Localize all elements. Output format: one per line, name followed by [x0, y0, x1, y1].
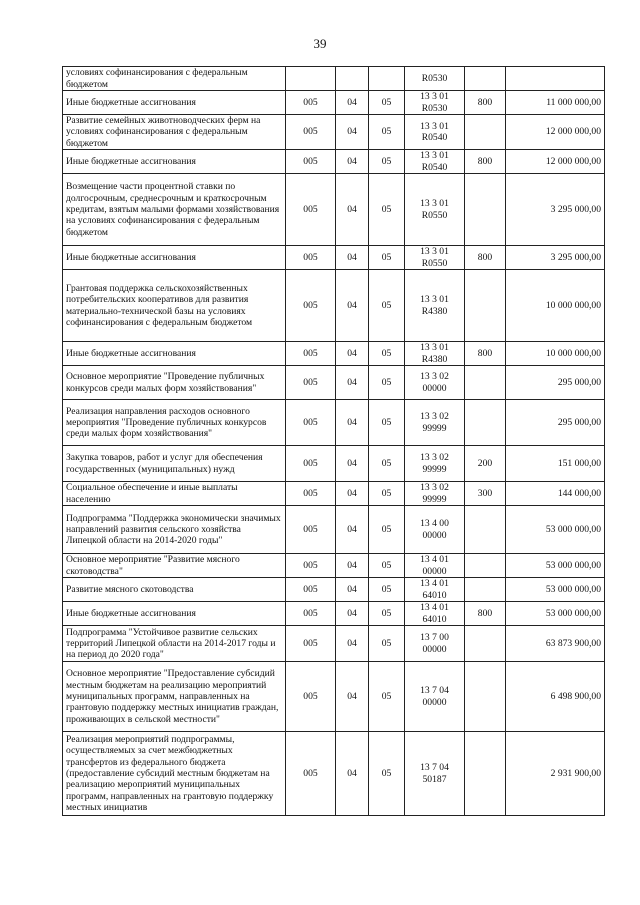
row-name: Иные бюджетные ассигнования [63, 602, 286, 626]
table-row [63, 91, 605, 115]
row-name: Иные бюджетные ассигнования [63, 91, 286, 115]
row-amount [506, 67, 605, 91]
row-expense-type [465, 174, 506, 246]
table-row [63, 115, 605, 150]
table-row [63, 554, 605, 578]
table-row [63, 174, 605, 246]
page-number: 39 [313, 36, 327, 51]
row-section-code: 04 [336, 626, 369, 662]
row-amount: 2 931 900,00 [506, 732, 605, 816]
row-target-article: 13 7 04 50187 [405, 732, 465, 816]
budget-table [62, 66, 605, 816]
row-target-article: 13 4 01 00000 [405, 554, 465, 578]
row-target-article: 13 7 04 00000 [405, 662, 465, 732]
row-subsection-code: 05 [369, 115, 405, 150]
row-target-article: 13 4 01 64010 [405, 578, 465, 602]
table-row [63, 732, 605, 816]
row-section-code: 04 [336, 446, 369, 482]
row-gr-code: 005 [286, 554, 336, 578]
row-name: Подпрограмма "Устойчивое развитие сельских территорий Липецкой области на 2014-2017 годы и на период до 2020 года" [63, 626, 286, 662]
row-section-code: 04 [336, 342, 369, 366]
row-target-article: 13 4 00 00000 [405, 506, 465, 554]
row-expense-type: 800 [465, 602, 506, 626]
row-subsection-code: 05 [369, 482, 405, 506]
row-expense-type: 800 [465, 246, 506, 270]
row-amount: 3 295 000,00 [506, 246, 605, 270]
row-target-article: 13 3 02 99999 [405, 482, 465, 506]
row-amount: 53 000 000,00 [506, 578, 605, 602]
row-amount: 10 000 000,00 [506, 342, 605, 366]
row-name: Иные бюджетные ассигнования [63, 150, 286, 174]
row-expense-type [465, 115, 506, 150]
row-subsection-code: 05 [369, 342, 405, 366]
row-amount: 6 498 900,00 [506, 662, 605, 732]
row-amount: 53 000 000,00 [506, 506, 605, 554]
row-name: Социальное обеспечение и иные выплаты населению [63, 482, 286, 506]
row-subsection-code: 05 [369, 91, 405, 115]
row-gr-code: 005 [286, 91, 336, 115]
row-name: Развитие семейных животноводческих ферм на условиях софинансирования с федеральным бюджетом [63, 115, 286, 150]
row-gr-code: 005 [286, 506, 336, 554]
budget-table-body [63, 67, 605, 816]
row-target-article: 13 3 01 R0550 [405, 246, 465, 270]
row-name: Реализация мероприятий подпрограммы, осуществляемых за счет межбюджетных трансфертов из федерального бюджета (предоставление субсидий местным бюджетам на реализацию мероприятий муниципальных программ, направленных на грантовую поддержку местных инициатив [63, 732, 286, 816]
row-expense-type [465, 366, 506, 400]
row-gr-code: 005 [286, 578, 336, 602]
row-name: Основное мероприятие "Предоставление субсидий местным бюджетам на реализацию мероприятий муниципальных программ, направленных на грантовую поддержку местных инициатив граждан, проживающих в сельской местности" [63, 662, 286, 732]
row-section-code: 04 [336, 400, 369, 446]
row-expense-type: 800 [465, 150, 506, 174]
table-row [63, 366, 605, 400]
row-amount: 295 000,00 [506, 400, 605, 446]
row-target-article: 13 3 02 00000 [405, 366, 465, 400]
row-amount: 144 000,00 [506, 482, 605, 506]
row-name: Реализация направления расходов основного мероприятия "Проведение публичных конкурсов среди малых форм хозяйствования" [63, 400, 286, 446]
row-subsection-code: 05 [369, 662, 405, 732]
row-target-article: 13 3 01 R4380 [405, 342, 465, 366]
table-row [63, 67, 605, 91]
row-subsection-code: 05 [369, 626, 405, 662]
table-row [63, 400, 605, 446]
row-subsection-code: 05 [369, 400, 405, 446]
table-row [63, 270, 605, 342]
row-section-code: 04 [336, 366, 369, 400]
table-row [63, 578, 605, 602]
row-name: Основное мероприятие "Развитие мясного скотоводства" [63, 554, 286, 578]
table-row [63, 150, 605, 174]
row-subsection-code: 05 [369, 732, 405, 816]
row-subsection-code: 05 [369, 602, 405, 626]
row-amount: 3 295 000,00 [506, 174, 605, 246]
row-subsection-code: 05 [369, 578, 405, 602]
row-gr-code: 005 [286, 342, 336, 366]
row-subsection-code: 05 [369, 246, 405, 270]
row-section-code: 04 [336, 506, 369, 554]
row-amount: 53 000 000,00 [506, 554, 605, 578]
row-amount: 10 000 000,00 [506, 270, 605, 342]
table-row [63, 482, 605, 506]
row-subsection-code: 05 [369, 554, 405, 578]
row-section-code: 04 [336, 662, 369, 732]
row-section-code: 04 [336, 91, 369, 115]
row-section-code: 04 [336, 246, 369, 270]
row-amount: 53 000 000,00 [506, 602, 605, 626]
row-gr-code: 005 [286, 115, 336, 150]
row-name: Подпрограмма "Поддержка экономически значимых направлений развития сельского хозяйства Липецкой области на 2014-2020 годы" [63, 506, 286, 554]
table-row [63, 626, 605, 662]
row-name: Грантовая поддержка сельскохозяйственных потребительских кооперативов для развития материально-технической базы на условиях софинансирования с федеральным бюджетом [63, 270, 286, 342]
row-gr-code: 005 [286, 482, 336, 506]
row-gr-code: 005 [286, 150, 336, 174]
row-section-code: 04 [336, 150, 369, 174]
table-row [63, 506, 605, 554]
row-amount: 12 000 000,00 [506, 115, 605, 150]
row-target-article: 13 3 01 R0550 [405, 174, 465, 246]
row-gr-code: 005 [286, 270, 336, 342]
row-name: Возмещение части процентной ставки по долгосрочным, среднесрочным и краткосрочным кредитам, взятым малыми формами хозяйствования на условиях софинансирования с федеральным бюджетом [63, 174, 286, 246]
row-target-article: 13 3 01 R4380 [405, 270, 465, 342]
row-section-code: 04 [336, 554, 369, 578]
row-expense-type [465, 626, 506, 662]
row-name: Закупка товаров, работ и услуг для обеспечения государственных (муниципальных) нужд [63, 446, 286, 482]
table-row [63, 662, 605, 732]
row-target-article: 13 4 01 64010 [405, 602, 465, 626]
row-gr-code: 005 [286, 366, 336, 400]
row-amount: 63 873 900,00 [506, 626, 605, 662]
row-subsection-code: 05 [369, 506, 405, 554]
row-section-code: 04 [336, 115, 369, 150]
row-target-article: 13 7 00 00000 [405, 626, 465, 662]
row-section-code: 04 [336, 578, 369, 602]
row-expense-type [465, 506, 506, 554]
row-gr-code: 005 [286, 602, 336, 626]
row-expense-type [465, 578, 506, 602]
row-expense-type: 800 [465, 342, 506, 366]
row-subsection-code: 05 [369, 174, 405, 246]
row-expense-type [465, 554, 506, 578]
row-expense-type [465, 400, 506, 446]
row-gr-code: 005 [286, 662, 336, 732]
row-gr-code: 005 [286, 174, 336, 246]
row-name: Развитие мясного скотоводства [63, 578, 286, 602]
row-target-article: 13 3 02 99999 [405, 400, 465, 446]
row-amount: 151 000,00 [506, 446, 605, 482]
row-expense-type: 800 [465, 91, 506, 115]
row-subsection-code: 05 [369, 446, 405, 482]
row-name: Основное мероприятие "Проведение публичных конкурсов среди малых форм хозяйствования" [63, 366, 286, 400]
row-expense-type: 300 [465, 482, 506, 506]
row-expense-type [465, 732, 506, 816]
row-section-code: 04 [336, 482, 369, 506]
row-target-article: 13 3 01 R0540 [405, 115, 465, 150]
table-row [63, 602, 605, 626]
row-target-article: R0530 [405, 67, 465, 91]
row-section-code: 04 [336, 270, 369, 342]
row-section-code [336, 67, 369, 91]
table-row [63, 342, 605, 366]
row-amount: 295 000,00 [506, 366, 605, 400]
row-amount: 12 000 000,00 [506, 150, 605, 174]
row-expense-type [465, 67, 506, 91]
row-subsection-code [369, 67, 405, 91]
row-target-article: 13 3 01 R0540 [405, 150, 465, 174]
row-gr-code: 005 [286, 400, 336, 446]
row-name: условиях софинансирования с федеральным бюджетом [63, 67, 286, 91]
row-gr-code: 005 [286, 446, 336, 482]
row-gr-code: 005 [286, 246, 336, 270]
row-target-article: 13 3 01 R0530 [405, 91, 465, 115]
row-gr-code: 005 [286, 732, 336, 816]
row-name: Иные бюджетные ассигнования [63, 246, 286, 270]
row-target-article: 13 3 02 99999 [405, 446, 465, 482]
row-expense-type: 200 [465, 446, 506, 482]
row-section-code: 04 [336, 174, 369, 246]
table-row [63, 246, 605, 270]
row-section-code: 04 [336, 602, 369, 626]
row-gr-code: 005 [286, 626, 336, 662]
row-expense-type [465, 662, 506, 732]
row-expense-type [465, 270, 506, 342]
row-section-code: 04 [336, 732, 369, 816]
row-subsection-code: 05 [369, 270, 405, 342]
row-subsection-code: 05 [369, 150, 405, 174]
row-subsection-code: 05 [369, 366, 405, 400]
row-amount: 11 000 000,00 [506, 91, 605, 115]
table-row [63, 446, 605, 482]
row-name: Иные бюджетные ассигнования [63, 342, 286, 366]
row-gr-code [286, 67, 336, 91]
